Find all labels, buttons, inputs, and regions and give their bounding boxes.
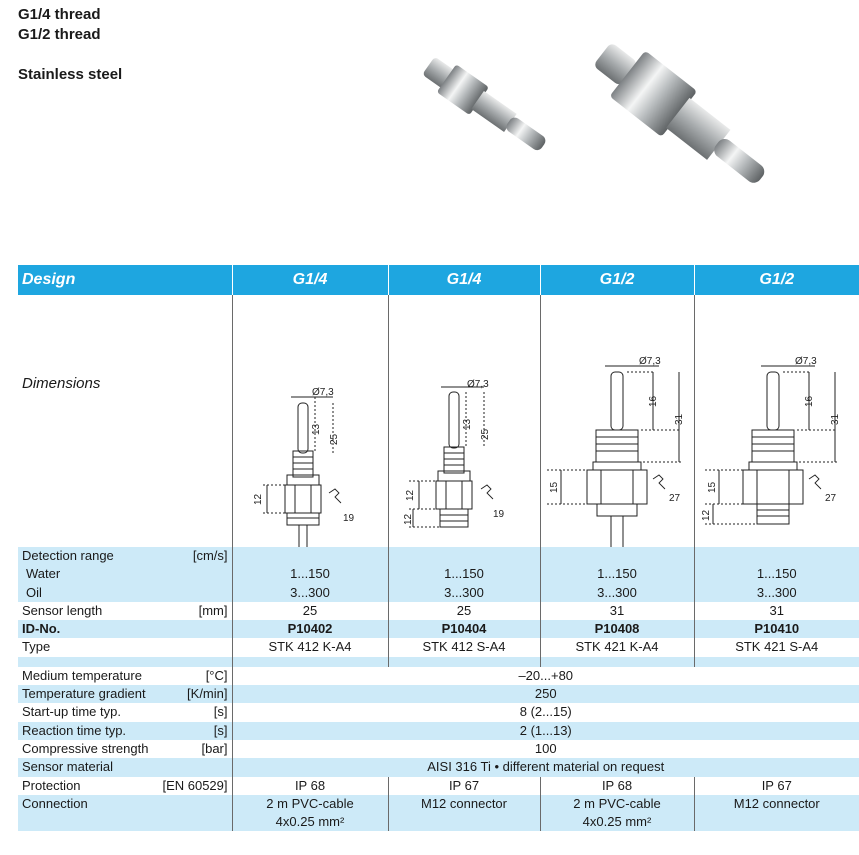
- design-row: [18, 265, 859, 295]
- sensor-length-2: 25: [388, 602, 540, 620]
- detection-range-row: [18, 547, 859, 565]
- large-sensor-photo: [584, 40, 779, 201]
- medium-temp-value: –20...+80: [232, 667, 859, 685]
- dim-h-2: 12: [404, 489, 416, 501]
- temp-gradient-unit: [K/min]: [187, 686, 228, 702]
- dim-dia-2: Ø7,3: [466, 379, 489, 390]
- drawing-2: [388, 295, 540, 547]
- protection-2: IP 67: [388, 777, 540, 795]
- sensor-material-row: [18, 758, 859, 776]
- reaction-time-row: [18, 722, 859, 740]
- water-value-3: 1...150: [540, 565, 694, 583]
- dim-dia-4: Ø7,3: [794, 356, 817, 367]
- dim-d1-2: 13: [461, 418, 473, 430]
- type-4: STK 421 S-A4: [694, 638, 859, 656]
- reaction-time-label: Reaction time typ.: [22, 722, 127, 738]
- protection-4: IP 67: [694, 777, 859, 795]
- drawing-3: [540, 295, 694, 547]
- spec-table: [18, 265, 859, 831]
- startup-time-unit: [s]: [213, 704, 228, 720]
- connection-2: M12 connector: [388, 795, 540, 813]
- connection-label: Connection: [18, 795, 232, 813]
- dim-wrench-3: 27: [668, 493, 680, 504]
- type-3: STK 421 K-A4: [540, 638, 694, 656]
- design-col-4: G1/2: [694, 265, 859, 295]
- dim-dia-3: Ø7,3: [638, 356, 661, 367]
- design-label: Design: [18, 265, 232, 295]
- drawing-4: [694, 295, 859, 547]
- reaction-time-unit: [s]: [213, 722, 228, 738]
- dim-d2-3: 31: [673, 413, 685, 425]
- type-1: STK 412 K-A4: [232, 638, 388, 656]
- water-row: [18, 565, 859, 583]
- compressive-unit: [bar]: [201, 740, 228, 756]
- dim-h2-2: 12: [402, 513, 414, 525]
- id-no-1: P10402: [232, 620, 388, 638]
- temp-gradient-label: Temperature gradient: [22, 686, 146, 702]
- dim-wrench-1: 19: [342, 513, 354, 524]
- sensor-length-4: 31: [694, 602, 859, 620]
- drawing-1: [232, 295, 388, 547]
- wrench-icon: [653, 475, 665, 489]
- startup-time-row: [18, 703, 859, 721]
- dim-h-3: 15: [548, 481, 560, 493]
- dim-wrench-2: 19: [492, 509, 504, 520]
- water-value-4: 1...150: [694, 565, 859, 583]
- sensor-length-1: 25: [232, 602, 388, 620]
- thread-line-2: G1/2 thread: [18, 26, 101, 43]
- dim-wrench-4: 27: [824, 493, 836, 504]
- connection-sub-3: 4x0.25 mm²: [540, 813, 694, 831]
- oil-value-1: 3...300: [232, 584, 388, 602]
- protection-row: [18, 777, 859, 795]
- oil-value-3: 3...300: [540, 584, 694, 602]
- connection-sub-1: 4x0.25 mm²: [232, 813, 388, 831]
- wrench-icon: [481, 485, 493, 499]
- dim-d2-2: 25: [479, 428, 491, 440]
- protection-1: IP 68: [232, 777, 388, 795]
- oil-value-2: 3...300: [388, 584, 540, 602]
- thread-line-1: G1/4 thread: [18, 6, 101, 23]
- dim-d2-1: 25: [328, 433, 340, 445]
- material-line: Stainless steel: [18, 66, 123, 83]
- compressive-value: 100: [232, 740, 859, 758]
- dimensions-row: [18, 295, 859, 547]
- medium-temp-label: Medium temperature: [22, 667, 142, 683]
- id-no-4: P10410: [694, 620, 859, 638]
- temp-gradient-value: 250: [232, 685, 859, 703]
- water-value-1: 1...150: [232, 565, 388, 583]
- reaction-time-value: 2 (1...13): [232, 722, 859, 740]
- protection-label: Protection: [22, 777, 81, 793]
- dim-d1-3: 16: [647, 395, 659, 407]
- protection-3: IP 68: [540, 777, 694, 795]
- dim-d1-1: 13: [310, 423, 322, 435]
- wrench-icon: [329, 489, 341, 503]
- startup-time-value: 8 (2...15): [232, 703, 859, 721]
- water-label: Water: [18, 565, 232, 583]
- oil-row: [18, 584, 859, 602]
- sensor-length-3: 31: [540, 602, 694, 620]
- medium-temp-row: [18, 667, 859, 685]
- type-row: [18, 638, 859, 656]
- startup-time-label: Start-up time typ.: [22, 704, 121, 720]
- type-label: Type: [18, 638, 232, 656]
- detection-label: Detection range: [22, 548, 114, 563]
- dim-dia-1: Ø7,3: [311, 387, 334, 398]
- temp-gradient-row: [18, 685, 859, 703]
- connection-1: 2 m PVC-cable: [232, 795, 388, 813]
- connection-sub-4: [694, 813, 859, 831]
- sensor-length-row: [18, 602, 859, 620]
- sensor-length-unit: [mm]: [198, 602, 228, 618]
- dim-h-4: 15: [706, 481, 718, 493]
- connection-sub-row: [18, 813, 859, 831]
- connection-sub-2: [388, 813, 540, 831]
- dim-d2-4: 31: [829, 413, 841, 425]
- connection-3: 2 m PVC-cable: [540, 795, 694, 813]
- type-2: STK 412 S-A4: [388, 638, 540, 656]
- compressive-label: Compressive strength: [22, 740, 149, 756]
- wrench-icon: [809, 475, 821, 489]
- oil-label: Oil: [18, 584, 232, 602]
- id-no-row: [18, 620, 859, 638]
- design-col-3: G1/2: [540, 265, 694, 295]
- sensor-length-label: Sensor length: [22, 602, 103, 618]
- dim-h-1: 12: [252, 493, 264, 505]
- connection-row: [18, 795, 859, 813]
- water-value-2: 1...150: [388, 565, 540, 583]
- id-no-label: ID-No.: [18, 620, 232, 638]
- small-sensor-photo: [420, 52, 553, 160]
- medium-temp-unit: [°C]: [205, 667, 228, 683]
- detection-unit: [cm/s]: [192, 548, 228, 563]
- sensor-material-value: AISI 316 Ti • different material on request: [232, 758, 859, 776]
- compressive-row: [18, 740, 859, 758]
- spacer-row: [18, 657, 859, 667]
- id-no-2: P10404: [388, 620, 540, 638]
- design-col-2: G1/4: [388, 265, 540, 295]
- protection-unit: [EN 60529]: [162, 777, 228, 793]
- id-no-3: P10408: [540, 620, 694, 638]
- design-col-1: G1/4: [232, 265, 388, 295]
- connection-4: M12 connector: [694, 795, 859, 813]
- product-photos: [420, 40, 859, 250]
- dim-h2-4: 12: [700, 509, 712, 521]
- oil-value-4: 3...300: [694, 584, 859, 602]
- sensor-material-label: Sensor material: [18, 758, 232, 776]
- dimensions-label: Dimensions: [22, 375, 101, 392]
- dim-d1-4: 16: [803, 395, 815, 407]
